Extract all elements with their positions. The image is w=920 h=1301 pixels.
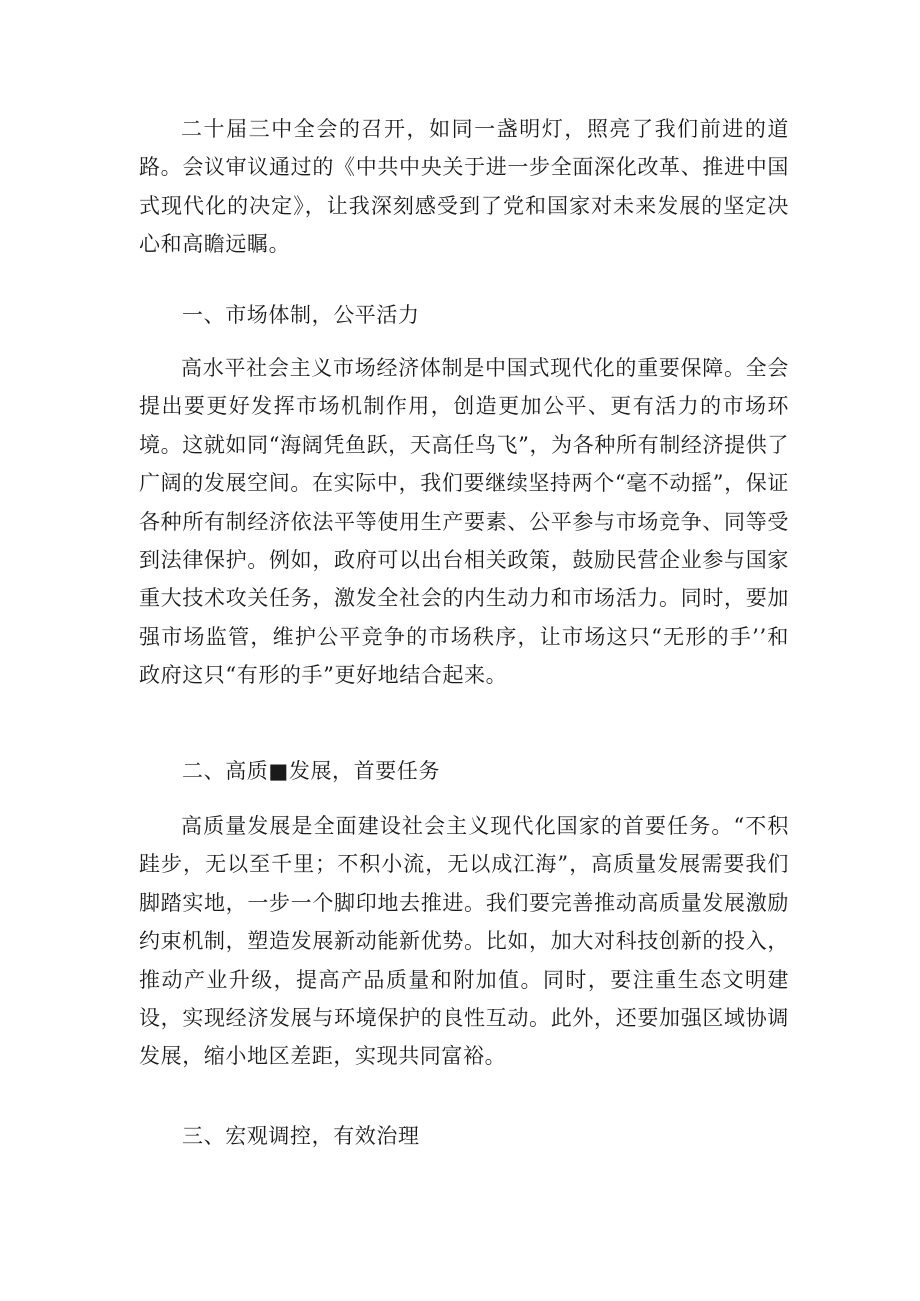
intro-paragraph: 二十届三中全会的召开，如同一盏明灯，照亮了我们前进的道路。会议审议通过的《中共中央关于进一步全面深化改革、推进中国式现代化的决定》，让我深刻感受到了党和国家对未来发展的坚定决心和高瞻远瞩。 xyxy=(139,117,789,257)
section-body-quality: 高质量发展是全面建设社会主义现代化国家的首要任务。“不积跬步，无以至千里；不积小流，无以成江海”，高质量发展需要我们脚踏实地，一步一个脚印地去推进。我们要完善推动高质量发展激励约束机制，塑造发展新动能新优势。比如，加大对科技创新的投入，推动产业升级，提高产品质量和附加值。同时，要注重生态文明建设，实现经济发展与环境保护的良性互动。此外，还要加强区域协调发展，缩小地区差距，实现共同富裕。 xyxy=(139,814,789,1069)
section-heading-quality: 二、高质■发展，首要任务 xyxy=(182,759,441,783)
section-heading-market: 一、市场体制，公平活力 xyxy=(182,303,420,327)
section-heading-macro: 三、宏观调控，有效治理 xyxy=(182,1124,420,1148)
section-body-market: 高水平社会主义市场经济体制是中国式现代化的重要保障。全会提出要更好发挥市场机制作用，创造更加公平、更有活力的市场环境。这就如同“海阔凭鱼跃，天高任鸟飞”，为各种所有制经济提供了广阔的发展空间。在实际中，我们要继续坚持两个“毫不动摇”，保证各种所有制经济依法平等使用生产要素、公平参与市场竞争、同等受到法律保护。例如，政府可以出台相关政策，鼓励民营企业参与国家重大技术攻关任务，激发全社会的内生动力和市场活力。同时，要加强市场监管，维护公平竞争的市场秩序，让市场这只“无形的手’’和政府这只“有形的手”更好地结合起来。 xyxy=(139,356,789,688)
